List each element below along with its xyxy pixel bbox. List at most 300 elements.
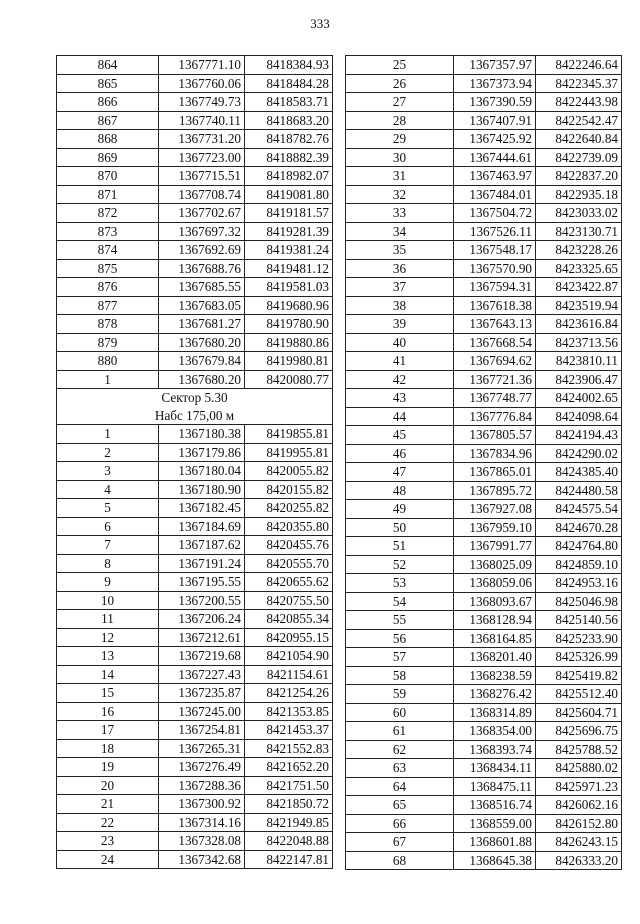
- y-coordinate-cell: 8418683.20: [245, 111, 333, 130]
- y-coordinate-cell: 8420455.76: [245, 536, 333, 555]
- point-number-cell: 27: [346, 93, 454, 112]
- x-coordinate-cell: 1367191.24: [159, 554, 245, 573]
- y-coordinate-cell: 8422739.09: [536, 148, 622, 167]
- point-number-cell: 49: [346, 500, 454, 519]
- y-coordinate-cell: 8422640.84: [536, 130, 622, 149]
- point-number-cell: 876: [57, 278, 159, 297]
- table-row: [57, 333, 333, 352]
- y-coordinate-cell: 8423228.26: [536, 241, 622, 260]
- y-coordinate-cell: 8424098.64: [536, 407, 622, 426]
- x-coordinate-cell: 1367195.55: [159, 573, 245, 592]
- x-coordinate-cell: 1367407.91: [454, 111, 536, 130]
- point-number-cell: 40: [346, 333, 454, 352]
- table-row: [57, 499, 333, 518]
- y-coordinate-cell: 8421054.90: [245, 647, 333, 666]
- point-number-cell: 871: [57, 185, 159, 204]
- y-coordinate-cell: 8424002.65: [536, 389, 622, 408]
- table-row: [346, 241, 622, 260]
- point-number-cell: 7: [57, 536, 159, 555]
- point-number-cell: 864: [57, 56, 159, 75]
- y-coordinate-cell: 8418782.76: [245, 130, 333, 149]
- table-row: [346, 740, 622, 759]
- y-coordinate-cell: 8420155.82: [245, 480, 333, 499]
- table-row: [57, 647, 333, 666]
- point-number-cell: 54: [346, 592, 454, 611]
- point-number-cell: 20: [57, 776, 159, 795]
- table-row: [346, 814, 622, 833]
- x-coordinate-cell: 1367265.31: [159, 739, 245, 758]
- x-coordinate-cell: 1367182.45: [159, 499, 245, 518]
- y-coordinate-cell: 8421453.37: [245, 721, 333, 740]
- x-coordinate-cell: 1367692.69: [159, 241, 245, 260]
- x-coordinate-cell: 1367723.00: [159, 148, 245, 167]
- point-number-cell: 866: [57, 93, 159, 112]
- y-coordinate-cell: 8424194.43: [536, 426, 622, 445]
- point-number-cell: 15: [57, 684, 159, 703]
- x-coordinate-cell: 1367683.05: [159, 296, 245, 315]
- table-row: [57, 185, 333, 204]
- x-coordinate-cell: 1367219.68: [159, 647, 245, 666]
- x-coordinate-cell: 1367697.32: [159, 222, 245, 241]
- x-coordinate-cell: 1367206.24: [159, 610, 245, 629]
- x-coordinate-cell: 1368276.42: [454, 685, 536, 704]
- y-coordinate-cell: 8421154.61: [245, 665, 333, 684]
- x-coordinate-cell: 1367288.36: [159, 776, 245, 795]
- x-coordinate-cell: 1367314.16: [159, 813, 245, 832]
- table-row: [346, 463, 622, 482]
- point-number-cell: 65: [346, 796, 454, 815]
- table-row: [346, 851, 622, 870]
- x-coordinate-cell: 1367927.08: [454, 500, 536, 519]
- x-coordinate-cell: 1367895.72: [454, 481, 536, 500]
- point-number-cell: 45: [346, 426, 454, 445]
- point-number-cell: 1: [57, 425, 159, 444]
- point-number-cell: 48: [346, 481, 454, 500]
- y-coordinate-cell: 8419581.03: [245, 278, 333, 297]
- table-row: [346, 111, 622, 130]
- point-number-cell: 32: [346, 185, 454, 204]
- x-coordinate-cell: 1368354.00: [454, 722, 536, 741]
- y-coordinate-cell: 8425788.52: [536, 740, 622, 759]
- x-coordinate-cell: 1368475.11: [454, 777, 536, 796]
- y-coordinate-cell: 8425971.23: [536, 777, 622, 796]
- table-row: [57, 702, 333, 721]
- x-coordinate-cell: 1367643.13: [454, 315, 536, 334]
- y-coordinate-cell: 8419481.12: [245, 259, 333, 278]
- y-coordinate-cell: 8425419.82: [536, 666, 622, 685]
- y-coordinate-cell: 8420055.82: [245, 462, 333, 481]
- point-number-cell: 879: [57, 333, 159, 352]
- y-coordinate-cell: 8422443.98: [536, 93, 622, 112]
- x-coordinate-cell: 1367685.55: [159, 278, 245, 297]
- point-number-cell: 28: [346, 111, 454, 130]
- table-row: [57, 554, 333, 573]
- table-row: [346, 407, 622, 426]
- y-coordinate-cell: 8420855.34: [245, 610, 333, 629]
- table-row: [346, 148, 622, 167]
- y-coordinate-cell: 8423422.87: [536, 278, 622, 297]
- x-coordinate-cell: 1367504.72: [454, 204, 536, 223]
- point-number-cell: 875: [57, 259, 159, 278]
- point-number-cell: 50: [346, 518, 454, 537]
- table-row: [57, 721, 333, 740]
- table-row: [57, 241, 333, 260]
- x-coordinate-cell: 1368559.00: [454, 814, 536, 833]
- y-coordinate-cell: 8425604.71: [536, 703, 622, 722]
- table-row: [346, 481, 622, 500]
- y-coordinate-cell: 8426243.15: [536, 833, 622, 852]
- table-row: [346, 278, 622, 297]
- y-coordinate-cell: 8418484.28: [245, 74, 333, 93]
- table-row: [346, 833, 622, 852]
- y-coordinate-cell: 8422147.81: [245, 850, 333, 869]
- y-coordinate-cell: 8423519.94: [536, 296, 622, 315]
- section-title: Сектор 5.30: [57, 389, 333, 407]
- x-coordinate-cell: 1367668.54: [454, 333, 536, 352]
- point-number-cell: 13: [57, 647, 159, 666]
- table-row: [57, 610, 333, 629]
- coordinates-table-right: [345, 55, 622, 870]
- point-number-cell: 36: [346, 259, 454, 278]
- y-coordinate-cell: 8421353.85: [245, 702, 333, 721]
- point-number-cell: 67: [346, 833, 454, 852]
- x-coordinate-cell: 1367680.20: [159, 370, 245, 389]
- y-coordinate-cell: 8419181.57: [245, 204, 333, 223]
- point-number-cell: 57: [346, 648, 454, 667]
- x-coordinate-cell: 1367594.31: [454, 278, 536, 297]
- point-number-cell: 58: [346, 666, 454, 685]
- y-coordinate-cell: 8424670.28: [536, 518, 622, 537]
- x-coordinate-cell: 1367484.01: [454, 185, 536, 204]
- table-row: [346, 130, 622, 149]
- table-row: [346, 352, 622, 371]
- point-number-cell: 38: [346, 296, 454, 315]
- table-row: [57, 813, 333, 832]
- y-coordinate-cell: 8424953.16: [536, 574, 622, 593]
- y-coordinate-cell: 8418982.07: [245, 167, 333, 186]
- x-coordinate-cell: 1368393.74: [454, 740, 536, 759]
- point-number-cell: 18: [57, 739, 159, 758]
- x-coordinate-cell: 1367679.84: [159, 352, 245, 371]
- table-row: [346, 444, 622, 463]
- table-row: [346, 56, 622, 75]
- point-number-cell: 23: [57, 832, 159, 851]
- point-number-cell: 62: [346, 740, 454, 759]
- y-coordinate-cell: 8422542.47: [536, 111, 622, 130]
- y-coordinate-cell: 8426062.16: [536, 796, 622, 815]
- x-coordinate-cell: 1367187.62: [159, 536, 245, 555]
- y-coordinate-cell: 8425046.98: [536, 592, 622, 611]
- table-row: [57, 665, 333, 684]
- y-coordinate-cell: 8419381.24: [245, 241, 333, 260]
- x-coordinate-cell: 1367526.11: [454, 222, 536, 241]
- y-coordinate-cell: 8423130.71: [536, 222, 622, 241]
- x-coordinate-cell: 1367715.51: [159, 167, 245, 186]
- y-coordinate-cell: 8422837.20: [536, 167, 622, 186]
- y-coordinate-cell: 8425880.02: [536, 759, 622, 778]
- table-row: [57, 259, 333, 278]
- x-coordinate-cell: 1367200.55: [159, 591, 245, 610]
- table-row: [57, 628, 333, 647]
- point-number-cell: 3: [57, 462, 159, 481]
- table-row: [346, 592, 622, 611]
- table-row: [57, 776, 333, 795]
- point-number-cell: 873: [57, 222, 159, 241]
- point-number-cell: 59: [346, 685, 454, 704]
- point-number-cell: 867: [57, 111, 159, 130]
- x-coordinate-cell: 1367235.87: [159, 684, 245, 703]
- table-row: [346, 74, 622, 93]
- x-coordinate-cell: 1367991.77: [454, 537, 536, 556]
- table-row: [346, 259, 622, 278]
- x-coordinate-cell: 1367300.92: [159, 795, 245, 814]
- point-number-cell: 63: [346, 759, 454, 778]
- x-coordinate-cell: 1368093.67: [454, 592, 536, 611]
- point-number-cell: 42: [346, 370, 454, 389]
- point-number-cell: 21: [57, 795, 159, 814]
- x-coordinate-cell: 1368059.06: [454, 574, 536, 593]
- x-coordinate-cell: 1367212.61: [159, 628, 245, 647]
- point-number-cell: 41: [346, 352, 454, 371]
- table-row: [346, 204, 622, 223]
- x-coordinate-cell: 1367760.06: [159, 74, 245, 93]
- x-coordinate-cell: 1367328.08: [159, 832, 245, 851]
- y-coordinate-cell: 8420755.50: [245, 591, 333, 610]
- x-coordinate-cell: 1367694.62: [454, 352, 536, 371]
- y-coordinate-cell: 8424480.58: [536, 481, 622, 500]
- y-coordinate-cell: 8424764.80: [536, 537, 622, 556]
- y-coordinate-cell: 8426333.20: [536, 851, 622, 870]
- x-coordinate-cell: 1367245.00: [159, 702, 245, 721]
- table-row: [346, 167, 622, 186]
- x-coordinate-cell: 1367180.04: [159, 462, 245, 481]
- point-number-cell: 12: [57, 628, 159, 647]
- table-row: [57, 462, 333, 481]
- table-row: [57, 850, 333, 869]
- table-row: [346, 703, 622, 722]
- point-number-cell: 26: [346, 74, 454, 93]
- table-row: [346, 370, 622, 389]
- x-coordinate-cell: 1368238.59: [454, 666, 536, 685]
- table-row: [57, 370, 333, 389]
- y-coordinate-cell: 8422345.37: [536, 74, 622, 93]
- y-coordinate-cell: 8419780.90: [245, 315, 333, 334]
- y-coordinate-cell: 8422935.18: [536, 185, 622, 204]
- x-coordinate-cell: 1367865.01: [454, 463, 536, 482]
- point-number-cell: 870: [57, 167, 159, 186]
- y-coordinate-cell: 8419680.96: [245, 296, 333, 315]
- table-row: [57, 222, 333, 241]
- x-coordinate-cell: 1367179.86: [159, 443, 245, 462]
- y-coordinate-cell: 8425696.75: [536, 722, 622, 741]
- table-row: [346, 555, 622, 574]
- point-number-cell: 39: [346, 315, 454, 334]
- point-number-cell: 24: [57, 850, 159, 869]
- point-number-cell: 865: [57, 74, 159, 93]
- y-coordinate-cell: 8424385.40: [536, 463, 622, 482]
- y-coordinate-cell: 8419081.80: [245, 185, 333, 204]
- point-number-cell: 25: [346, 56, 454, 75]
- x-coordinate-cell: 1367721.36: [454, 370, 536, 389]
- y-coordinate-cell: 8419880.86: [245, 333, 333, 352]
- y-coordinate-cell: 8426152.80: [536, 814, 622, 833]
- x-coordinate-cell: 1367771.10: [159, 56, 245, 75]
- y-coordinate-cell: 8423810.11: [536, 352, 622, 371]
- point-number-cell: 874: [57, 241, 159, 260]
- table-row: [346, 518, 622, 537]
- x-coordinate-cell: 1367702.67: [159, 204, 245, 223]
- point-number-cell: 880: [57, 352, 159, 371]
- table-row: [346, 666, 622, 685]
- point-number-cell: 37: [346, 278, 454, 297]
- y-coordinate-cell: 8419980.81: [245, 352, 333, 371]
- y-coordinate-cell: 8421652.20: [245, 758, 333, 777]
- table-row: [346, 722, 622, 741]
- x-coordinate-cell: 1367548.17: [454, 241, 536, 260]
- point-number-cell: 872: [57, 204, 159, 223]
- table-row: [346, 777, 622, 796]
- y-coordinate-cell: 8420255.82: [245, 499, 333, 518]
- table-row: [57, 443, 333, 462]
- table-row: [346, 296, 622, 315]
- x-coordinate-cell: 1368201.40: [454, 648, 536, 667]
- table-row: [346, 185, 622, 204]
- y-coordinate-cell: 8419281.39: [245, 222, 333, 241]
- table-row: [346, 426, 622, 445]
- x-coordinate-cell: 1367444.61: [454, 148, 536, 167]
- point-number-cell: 869: [57, 148, 159, 167]
- table-row: [346, 537, 622, 556]
- section-header-row: [57, 389, 333, 407]
- table-row: [346, 685, 622, 704]
- table-row: [57, 573, 333, 592]
- x-coordinate-cell: 1367390.59: [454, 93, 536, 112]
- y-coordinate-cell: 8420555.70: [245, 554, 333, 573]
- x-coordinate-cell: 1367708.74: [159, 185, 245, 204]
- x-coordinate-cell: 1367463.97: [454, 167, 536, 186]
- table-row: [346, 648, 622, 667]
- point-number-cell: 55: [346, 611, 454, 630]
- section-height: Набс 175,00 м: [57, 407, 333, 425]
- table-row: [57, 167, 333, 186]
- table-row: [346, 759, 622, 778]
- table-row: [346, 629, 622, 648]
- y-coordinate-cell: 8424575.54: [536, 500, 622, 519]
- table-row: [346, 222, 622, 241]
- x-coordinate-cell: 1367373.94: [454, 74, 536, 93]
- table-row: [57, 130, 333, 149]
- y-coordinate-cell: 8421254.26: [245, 684, 333, 703]
- y-coordinate-cell: 8422246.64: [536, 56, 622, 75]
- point-number-cell: 877: [57, 296, 159, 315]
- y-coordinate-cell: 8421850.72: [245, 795, 333, 814]
- x-coordinate-cell: 1368434.11: [454, 759, 536, 778]
- table-row: [346, 611, 622, 630]
- table-row: [57, 296, 333, 315]
- x-coordinate-cell: 1367688.76: [159, 259, 245, 278]
- x-coordinate-cell: 1367184.69: [159, 517, 245, 536]
- y-coordinate-cell: 8418384.93: [245, 56, 333, 75]
- table-row: [57, 758, 333, 777]
- x-coordinate-cell: 1367959.10: [454, 518, 536, 537]
- point-number-cell: 64: [346, 777, 454, 796]
- x-coordinate-cell: 1367834.96: [454, 444, 536, 463]
- y-coordinate-cell: 8425140.56: [536, 611, 622, 630]
- y-coordinate-cell: 8421552.83: [245, 739, 333, 758]
- point-number-cell: 33: [346, 204, 454, 223]
- point-number-cell: 10: [57, 591, 159, 610]
- x-coordinate-cell: 1367254.81: [159, 721, 245, 740]
- y-coordinate-cell: 8419955.81: [245, 443, 333, 462]
- x-coordinate-cell: 1367227.43: [159, 665, 245, 684]
- x-coordinate-cell: 1367570.90: [454, 259, 536, 278]
- point-number-cell: 43: [346, 389, 454, 408]
- table-row: [57, 739, 333, 758]
- y-coordinate-cell: 8425512.40: [536, 685, 622, 704]
- y-coordinate-cell: 8425326.99: [536, 648, 622, 667]
- table-row: [57, 352, 333, 371]
- x-coordinate-cell: 1368601.88: [454, 833, 536, 852]
- table-row: [346, 500, 622, 519]
- table-row: [57, 517, 333, 536]
- point-number-cell: 46: [346, 444, 454, 463]
- point-number-cell: 9: [57, 573, 159, 592]
- x-coordinate-cell: 1367740.11: [159, 111, 245, 130]
- point-number-cell: 30: [346, 148, 454, 167]
- table-row: [57, 93, 333, 112]
- x-coordinate-cell: 1367342.68: [159, 850, 245, 869]
- point-number-cell: 56: [346, 629, 454, 648]
- page-number: 333: [310, 16, 330, 31]
- x-coordinate-cell: 1368516.74: [454, 796, 536, 815]
- x-coordinate-cell: 1367180.38: [159, 425, 245, 444]
- y-coordinate-cell: 8423616.84: [536, 315, 622, 334]
- x-coordinate-cell: 1367748.77: [454, 389, 536, 408]
- x-coordinate-cell: 1367618.38: [454, 296, 536, 315]
- point-number-cell: 14: [57, 665, 159, 684]
- table-row: [57, 278, 333, 297]
- table-row: [346, 93, 622, 112]
- y-coordinate-cell: 8424290.02: [536, 444, 622, 463]
- table-row: [346, 574, 622, 593]
- point-number-cell: 19: [57, 758, 159, 777]
- point-number-cell: 60: [346, 703, 454, 722]
- x-coordinate-cell: 1367731.20: [159, 130, 245, 149]
- y-coordinate-cell: 8421949.85: [245, 813, 333, 832]
- table-row: [57, 204, 333, 223]
- table-row: [57, 315, 333, 334]
- point-number-cell: 17: [57, 721, 159, 740]
- point-number-cell: 1: [57, 370, 159, 389]
- table-row: [57, 56, 333, 75]
- table-row: [57, 111, 333, 130]
- table-row: [346, 333, 622, 352]
- point-number-cell: 868: [57, 130, 159, 149]
- point-number-cell: 47: [346, 463, 454, 482]
- point-number-cell: 8: [57, 554, 159, 573]
- point-number-cell: 61: [346, 722, 454, 741]
- y-coordinate-cell: 8419855.81: [245, 425, 333, 444]
- table-row: [346, 796, 622, 815]
- y-coordinate-cell: 8420080.77: [245, 370, 333, 389]
- table-row: [57, 832, 333, 851]
- y-coordinate-cell: 8422048.88: [245, 832, 333, 851]
- x-coordinate-cell: 1368164.85: [454, 629, 536, 648]
- point-number-cell: 22: [57, 813, 159, 832]
- section-header-row: [57, 407, 333, 425]
- point-number-cell: 5: [57, 499, 159, 518]
- table-row: [57, 684, 333, 703]
